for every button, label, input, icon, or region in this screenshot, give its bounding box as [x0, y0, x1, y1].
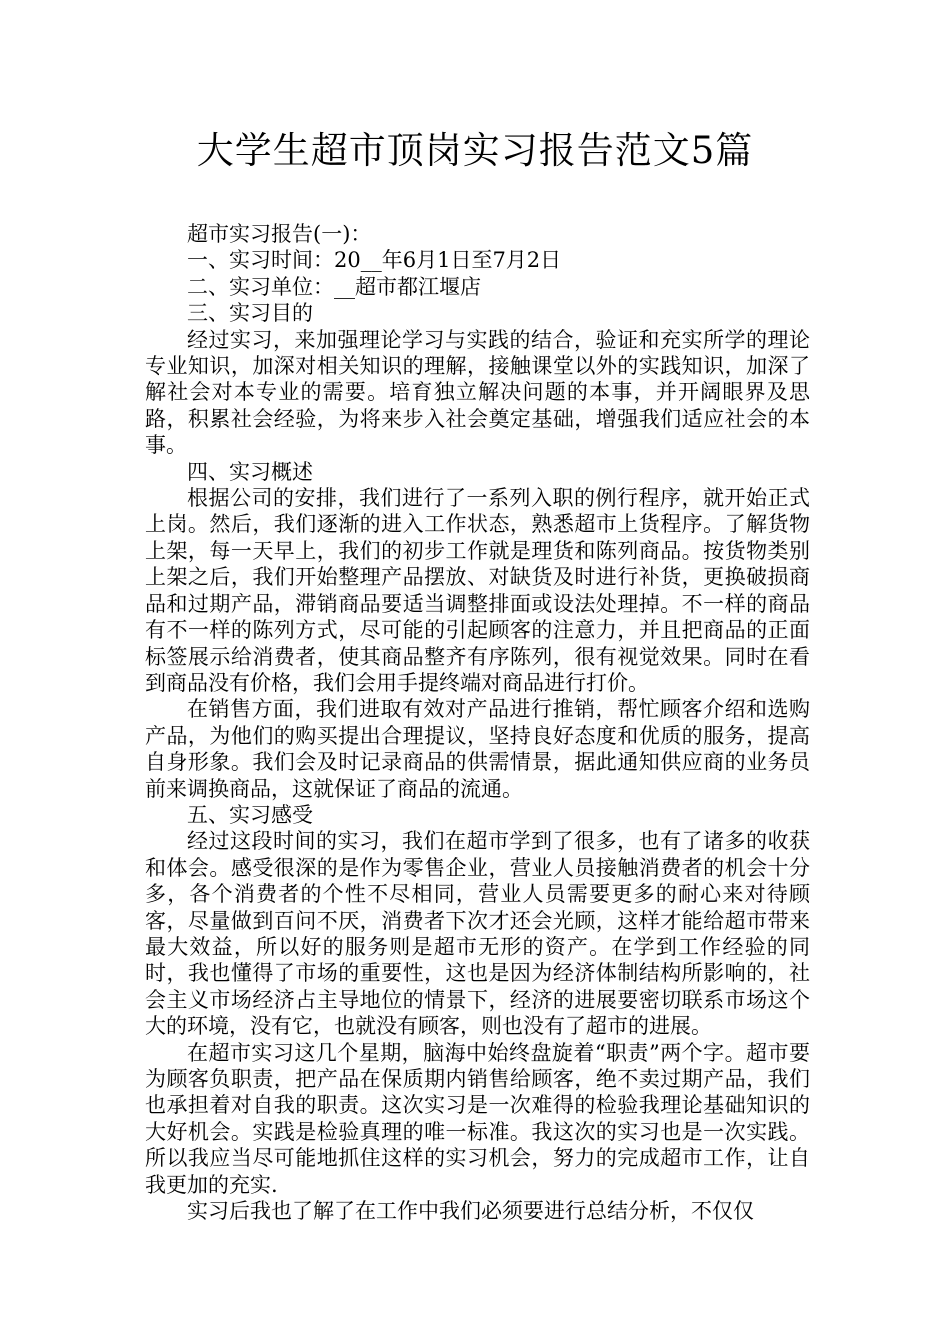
heading-report-one: 超市实习报告(一)：	[187, 222, 372, 246]
document-body	[145, 221, 810, 1224]
section-heading-feelings: 五、实习感受	[187, 802, 313, 827]
section-heading-purpose: 三、实习目的	[187, 301, 313, 326]
document-title: 大学生超市顶岗实习报告范文5篇	[196, 129, 754, 172]
paragraph-purpose: 经过实习，来加强理论学习与实践的结合，验证和充实所学的理论专业知识，加深对相关知识的理解，接触课堂以外的实践知识，加深了解社会对本专业的需要。培育独立解决问题的本事，并开阔眼界及思路，积累社会经验，为将来步入社会奠定基础，增强我们适应社会的本事。	[145, 327, 810, 458]
section-heading-overview: 四、实习概述	[187, 459, 313, 484]
paragraph-overview: 根据公司的安排，我们进行了一系列入职的例行程序，就开始正式上岗。然后，我们逐渐的进入工作状态，熟悉超市上货程序。了解货物上架，每一天早上，我们的初步工作就是理货和陈列商品。按货物类别上架之后，我们开始整理产品摆放、对缺货及时进行补货，更换破损商品和过期产品，滞销商品要适当调整排面或设法处理掉。不一样的商品有不一样的陈列方式，尽可能的引起顾客的注意力，并且把商品的正面标签展示给消费者，使其商品整齐有序陈列，很有视觉效果。同时在看到商品没有价格，我们会用手提终端对商品进行打价。	[145, 486, 810, 695]
paragraph-feelings: 经过这段时间的实习，我们在超市学到了很多，也有了诸多的收获和体会。感受很深的是作为零售企业，营业人员接触消费者的机会十分多，各个消费者的个性不尽相同，营业人员需要更多的耐心来对待顾客，尽量做到百问不厌，消费者下次才还会光顾，这样才能给超市带来最大效益，所以好的服务则是超市无形的资产。在学到工作经验的同时，我也懂得了市场的重要性，这也是因为经济体制结构所影响的，社会主义市场经济占主导地位的情景下，经济的进展要密切联系市场这个大的环境，没有它，也就没有顾客，则也没有了超市的进展。	[145, 829, 810, 1039]
item-internship-time: 一、实习时间：20__年6月1日至7月2日	[187, 248, 562, 273]
item-internship-unit: 二、实习单位：__超市都江堰店	[187, 274, 481, 299]
paragraph-responsibility: 在超市实习这几个星期，脑海中始终盘旋着“职责”两个字。超市要为顾客负职责，把产品在保质期内销售给顾客，绝不卖过期产品，我们也承担着对自我的职责。这次实习是一次难得的检验我理论基础知识的大好机会。实践是检验真理的唯一标准。我这次的实习也是一次实践。所以我应当尽可能地抓住这样的实习机会，努力的完成超市工作，让自我更加的充实.	[145, 1040, 810, 1197]
paragraph-summary: 实习后我也了解了在工作中我们必须要进行总结分析，不仅仅	[187, 1199, 754, 1224]
paragraph-sales: 在销售方面，我们进取有效对产品进行推销，帮忙顾客介绍和选购产品，为他们的购买提出合理提议，坚持良好态度和优质的服务，提高自身形象。我们会及时记录商品的供需情景，据此通知供应商的业务员前来调换商品，这就保证了商品的流通。	[145, 697, 810, 801]
